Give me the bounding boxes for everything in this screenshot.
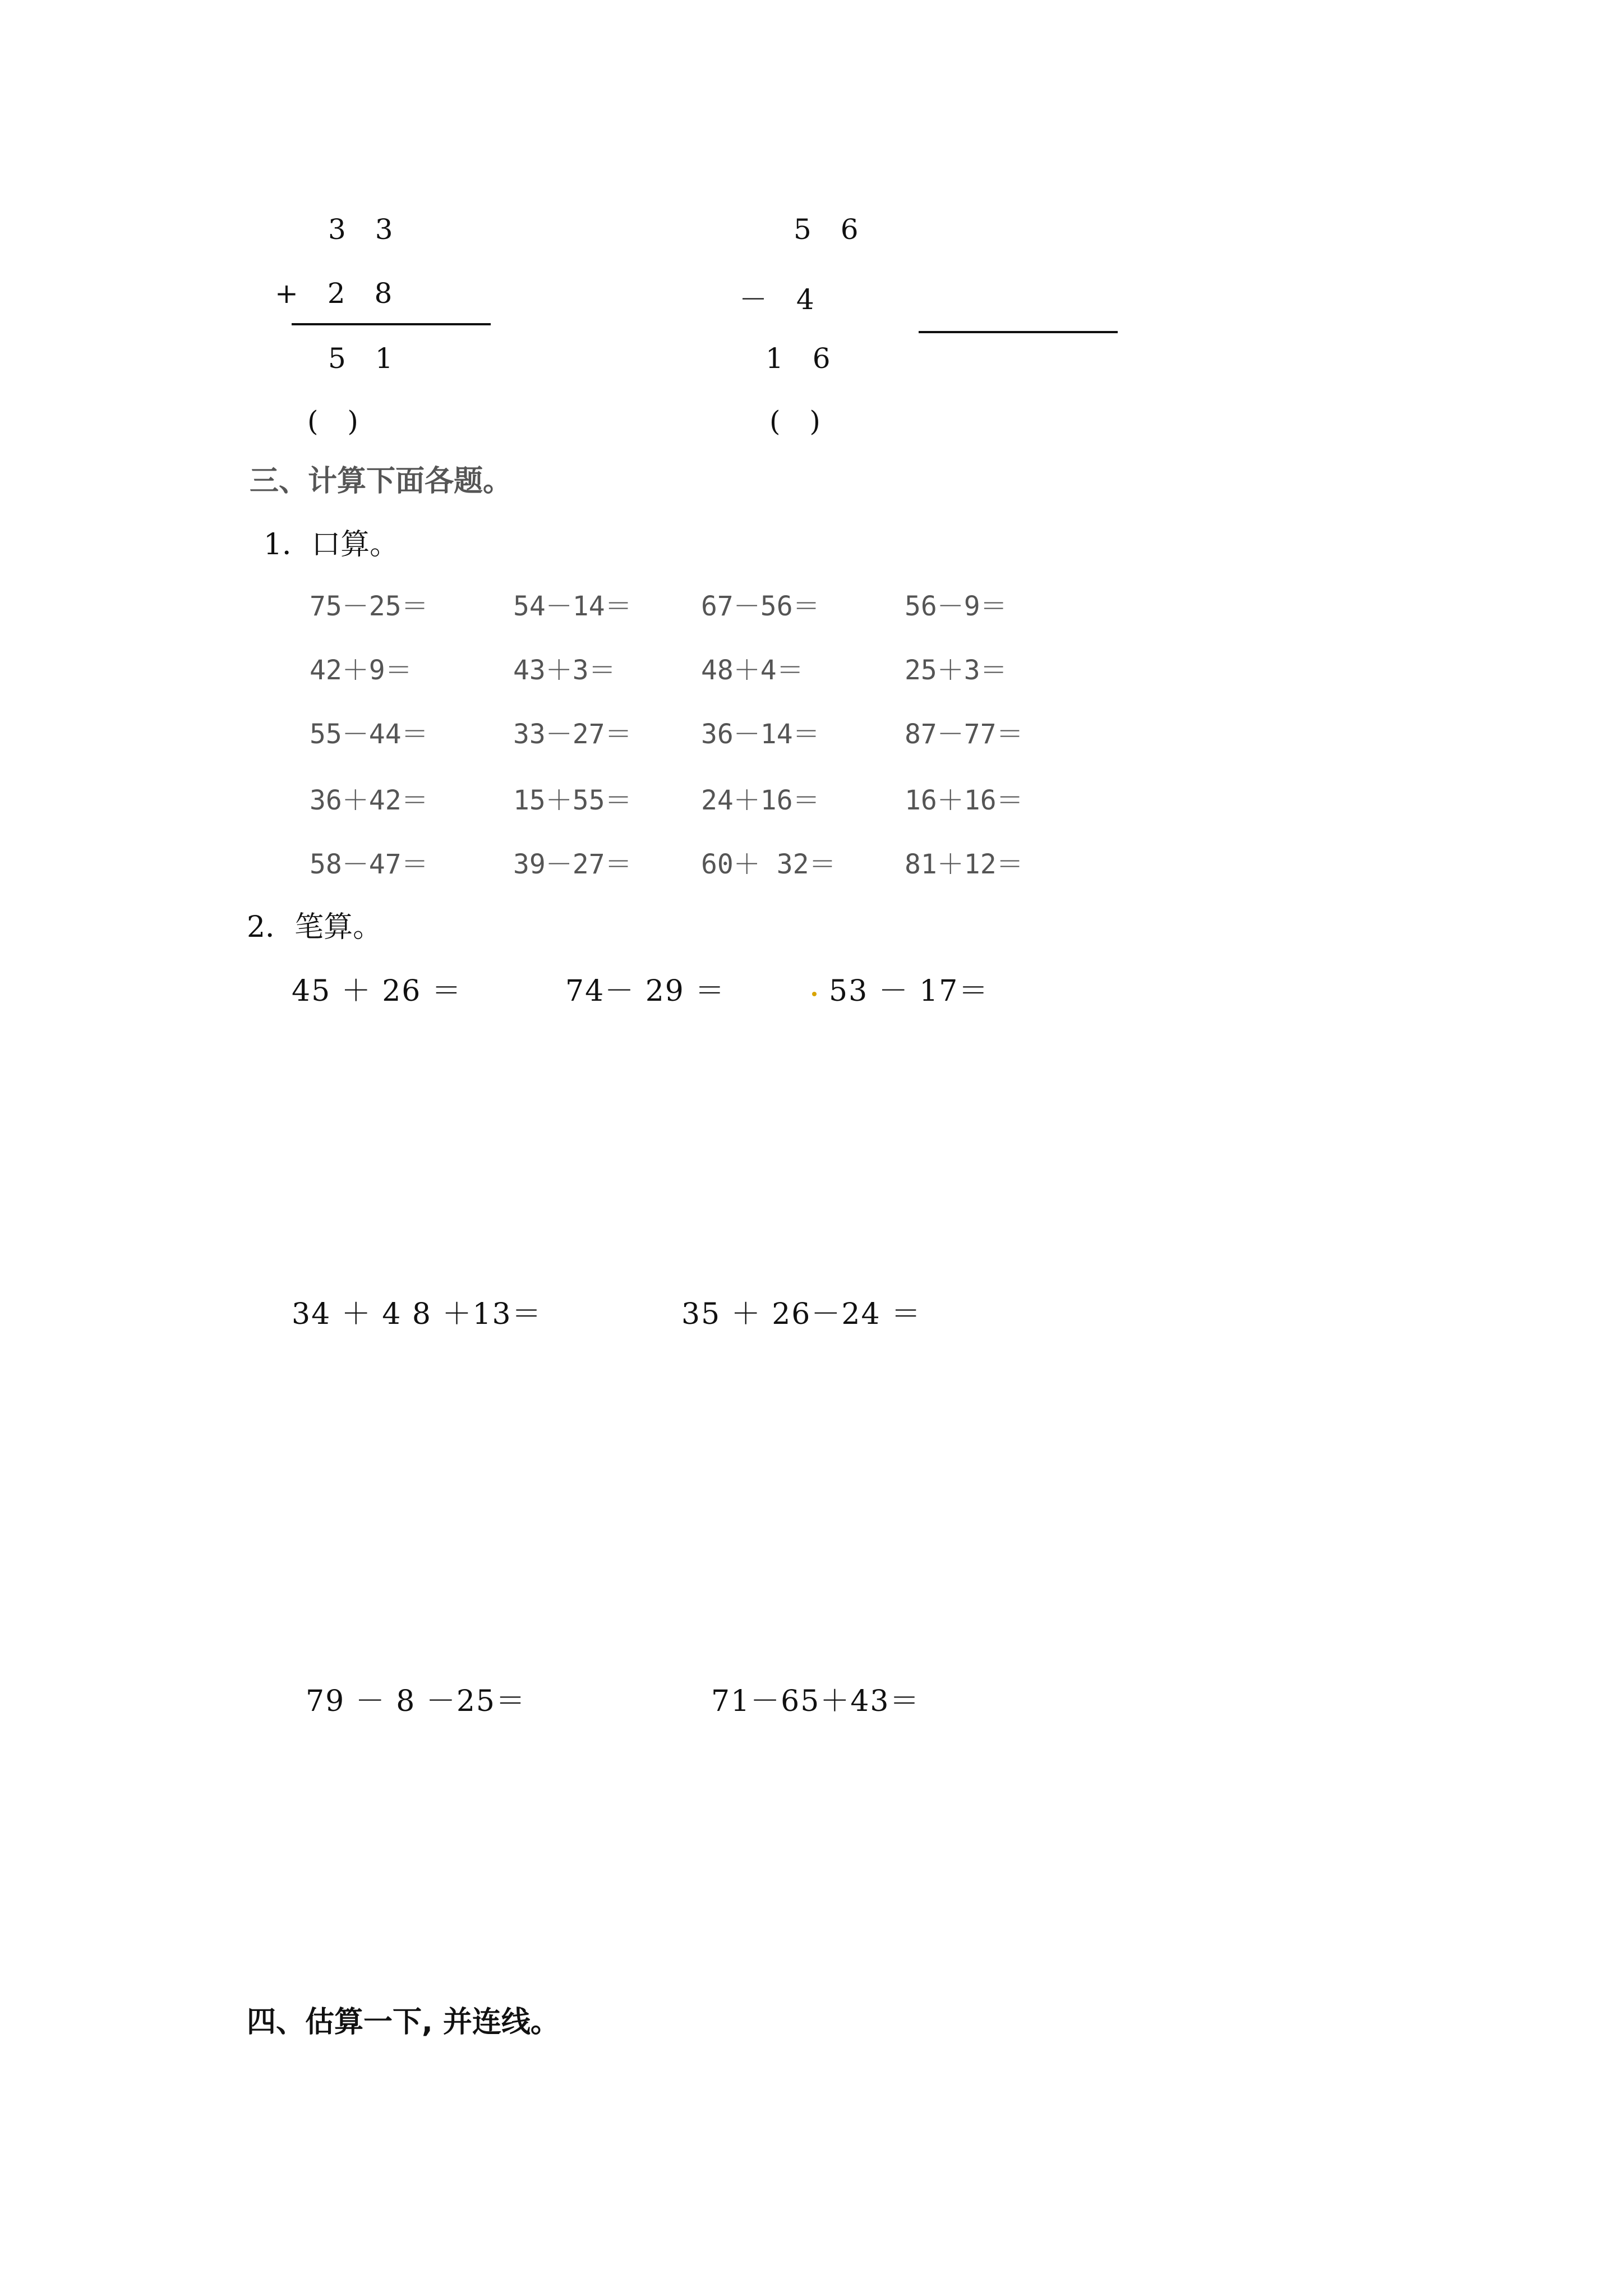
- vertical-1-result: 5 1: [328, 342, 403, 375]
- section-4-title: 四、估算一下, 并连线。: [247, 2005, 560, 2039]
- written-item: 79 － 8 －25＝: [306, 1685, 527, 1718]
- vertical-2-result: 1 6: [766, 342, 841, 375]
- written-label: 2．笔算。: [247, 910, 382, 944]
- oral-item: 81＋12＝: [905, 849, 1023, 880]
- oral-item: 43＋3＝: [513, 655, 616, 686]
- oral-item: 75－25＝: [310, 591, 428, 622]
- written-item: 71－65＋43＝: [711, 1685, 920, 1718]
- oral-item: 67－56＝: [701, 591, 820, 622]
- oral-label: 1．口算。: [264, 528, 399, 562]
- section-3-title: 三、计算下面各题。: [250, 464, 513, 498]
- oral-item: 15＋55＝: [513, 785, 632, 816]
- vertical-1-rule: [292, 323, 491, 325]
- stray-dot: [812, 992, 817, 996]
- vertical-2-top: 5 6: [794, 213, 869, 246]
- written-item: 34 ＋ 4 8 ＋13＝: [292, 1297, 542, 1331]
- oral-item: 25＋3＝: [905, 655, 1007, 686]
- oral-item: 16＋16＝: [905, 785, 1023, 816]
- written-item: 74－ 29 ＝: [565, 974, 726, 1008]
- vertical-3-rule: [919, 331, 1118, 333]
- oral-item: 55－44＝: [310, 719, 428, 750]
- oral-item: 39－27＝: [513, 849, 632, 880]
- written-item: 45 ＋ 26 ＝: [292, 974, 462, 1008]
- oral-item: 48＋4＝: [701, 655, 804, 686]
- vertical-2-answer-blank[interactable]: ( ): [769, 405, 831, 438]
- oral-item: 56－9＝: [905, 591, 1007, 622]
- oral-item: 42＋9＝: [310, 655, 412, 686]
- vertical-2-operand: － 4: [739, 283, 824, 316]
- vertical-1-top: 3 3: [328, 213, 403, 246]
- written-item: 53 － 17＝: [829, 974, 989, 1008]
- oral-item: 33－27＝: [513, 719, 632, 750]
- written-item: 35 ＋ 26－24 ＝: [681, 1297, 922, 1331]
- oral-item: 24＋16＝: [701, 785, 820, 816]
- vertical-1-operand: + 2 8: [275, 277, 403, 310]
- oral-item: 54－14＝: [513, 591, 632, 622]
- oral-item: 87－77＝: [905, 719, 1023, 750]
- oral-item: 60＋ 32＝: [701, 849, 836, 880]
- oral-item: 58－47＝: [310, 849, 428, 880]
- oral-item: 36－14＝: [701, 719, 820, 750]
- vertical-1-answer-blank[interactable]: ( ): [307, 405, 368, 438]
- oral-item: 36＋42＝: [310, 785, 428, 816]
